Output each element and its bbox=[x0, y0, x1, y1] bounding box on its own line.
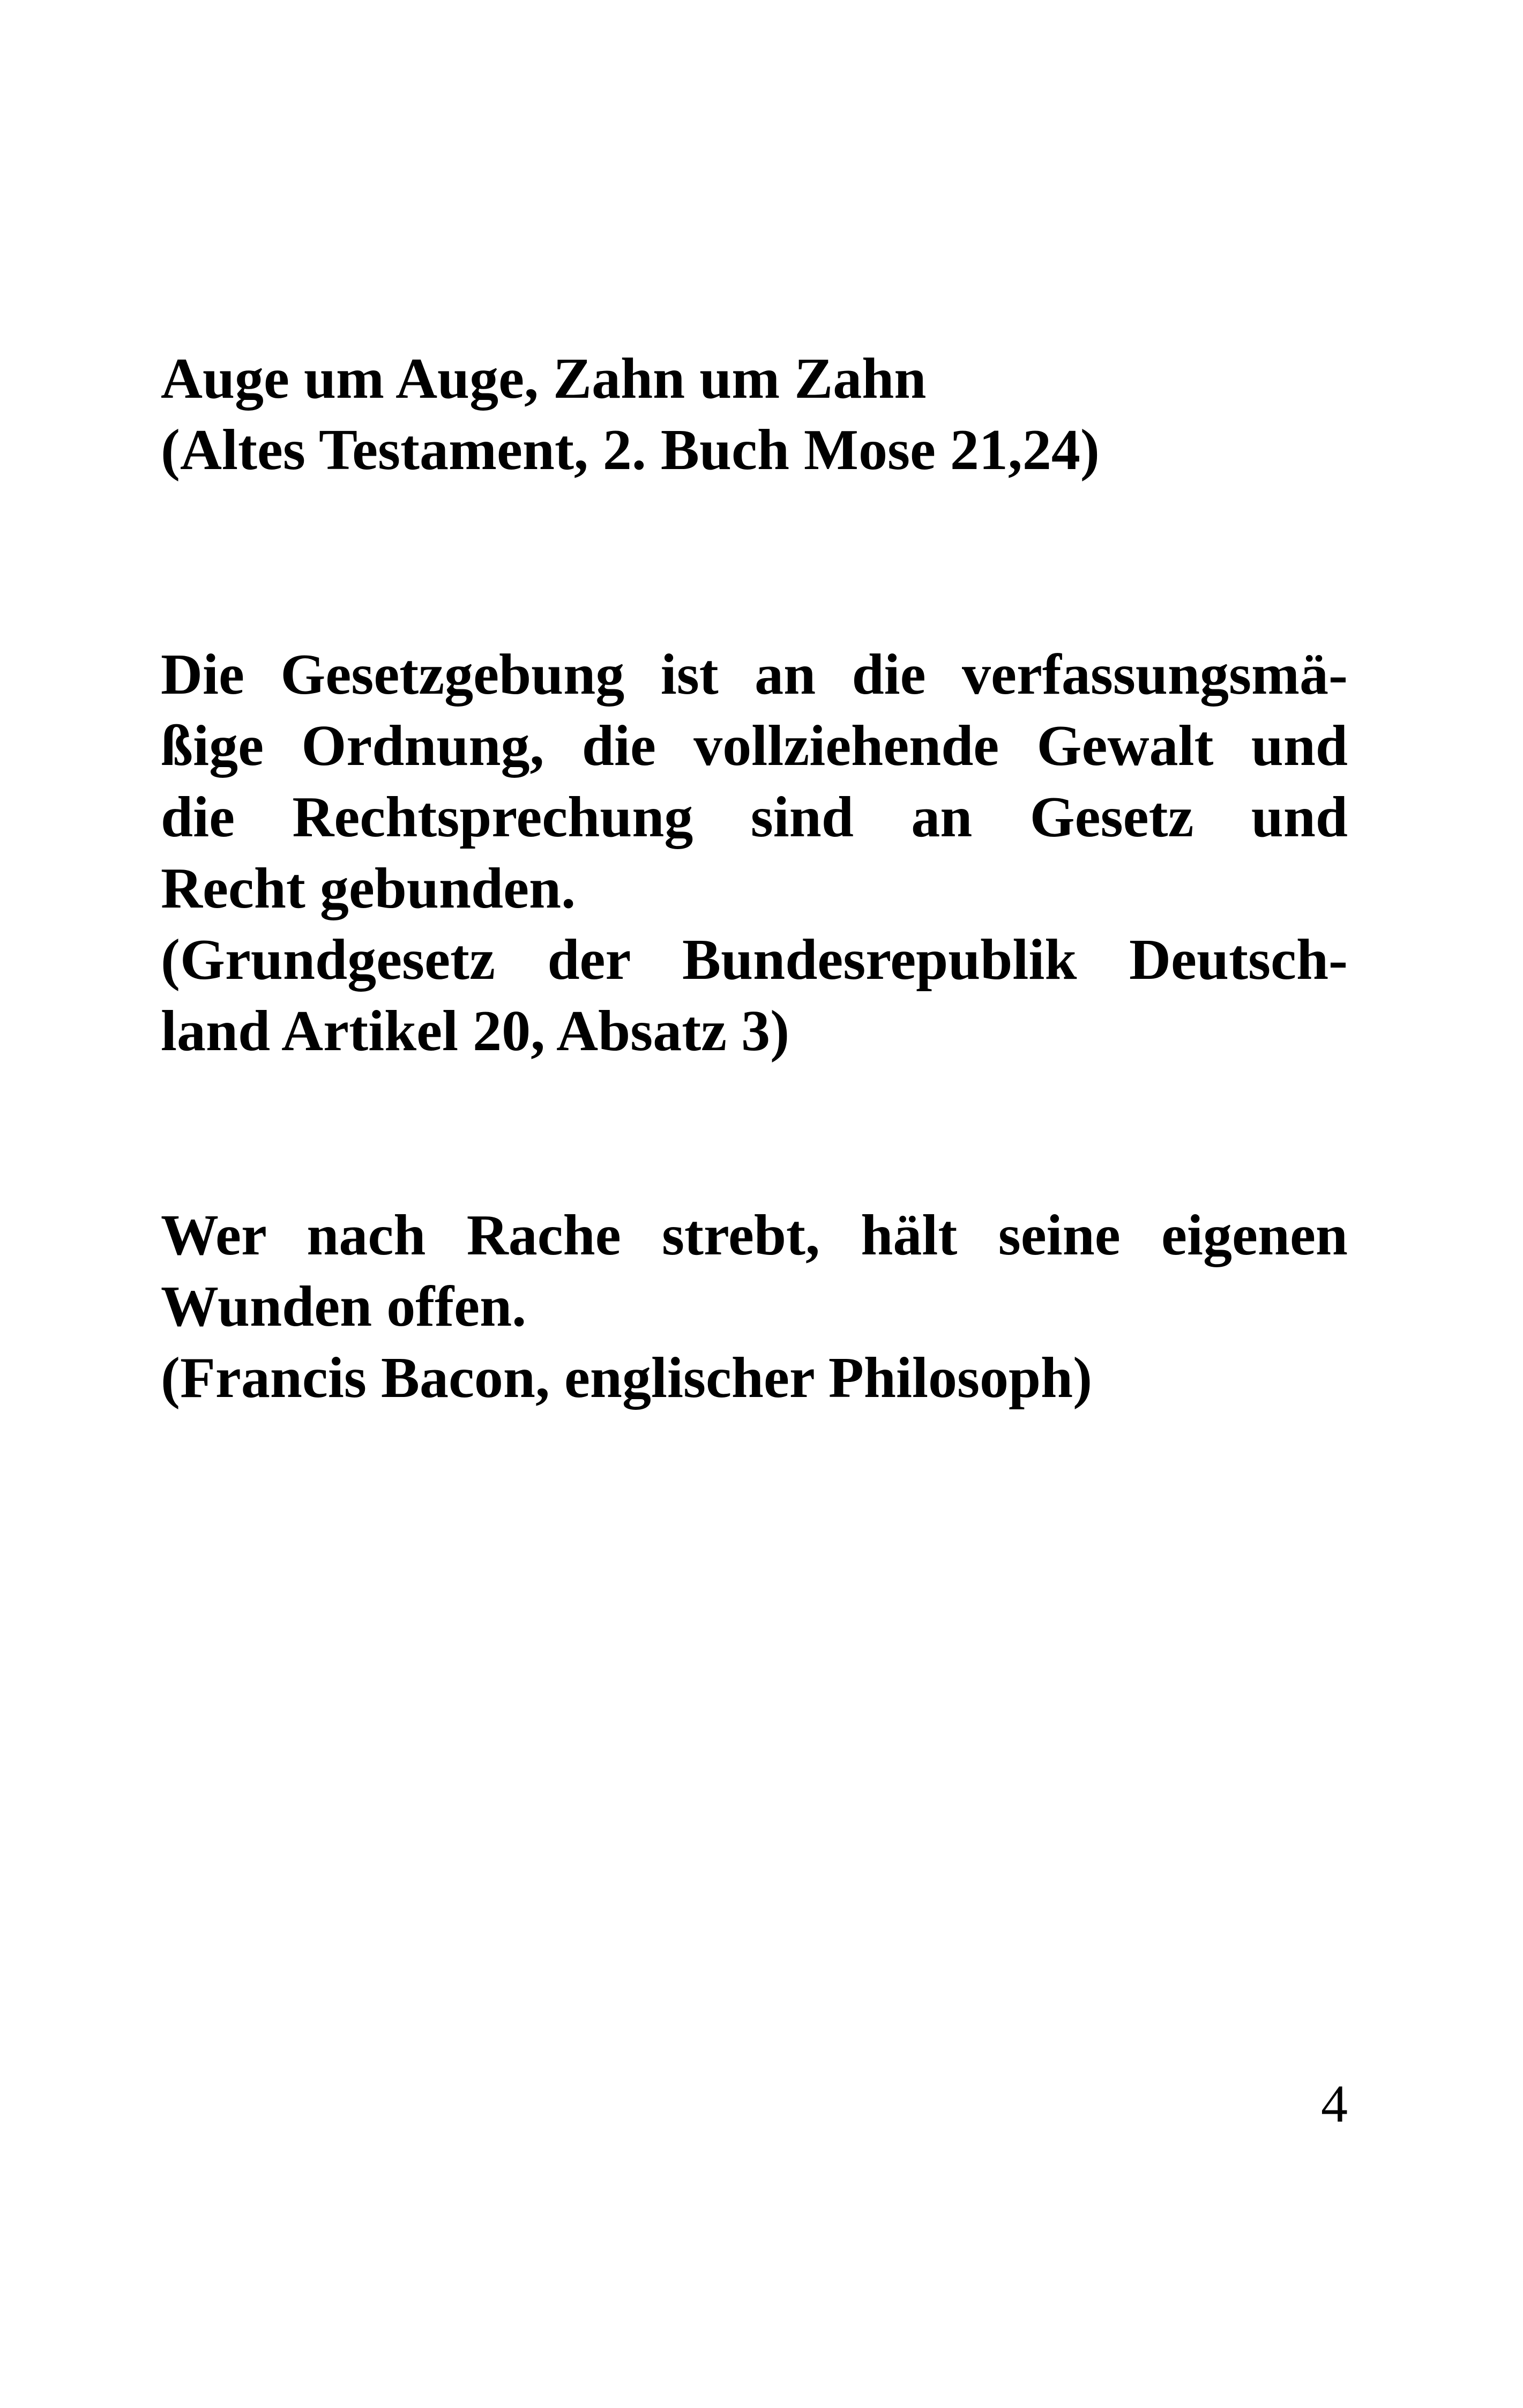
quote-source: (Francis Bacon, englischer Philosoph) bbox=[161, 1346, 1093, 1410]
quote-block-eye-for-eye bbox=[161, 343, 1348, 486]
quote-block-grundgesetz bbox=[161, 639, 1348, 1067]
quote-line: Wunden offen. bbox=[161, 1275, 527, 1339]
quote-line: die Rechtsprechung sind an Gesetz und bbox=[161, 785, 1348, 849]
quote-block-bacon bbox=[161, 1200, 1348, 1414]
quote-line: Recht gebunden. bbox=[161, 857, 576, 920]
quote-text bbox=[161, 343, 1348, 486]
quote-line: ßige Ordnung, die vollziehende Gewalt und bbox=[161, 714, 1348, 778]
page-number: 4 bbox=[1321, 2074, 1348, 2134]
quote-text bbox=[161, 1200, 1348, 1414]
quote-line: Die Gesetzgebung ist an die verfassungsmä- bbox=[161, 643, 1348, 707]
quote-line: Wer nach Rache strebt, hält seine eigenen bbox=[161, 1203, 1348, 1267]
quote-source: land Artikel 20, Absatz 3) bbox=[161, 999, 790, 1063]
quote-source: (Altes Testament, 2. Buch Mose 21,24) bbox=[161, 418, 1100, 482]
quote-source: (Grundgesetz der Bundesrepublik Deutsch- bbox=[161, 928, 1348, 992]
quote-line: Auge um Auge, Zahn um Zahn bbox=[161, 347, 927, 411]
quote-text bbox=[161, 639, 1348, 1067]
